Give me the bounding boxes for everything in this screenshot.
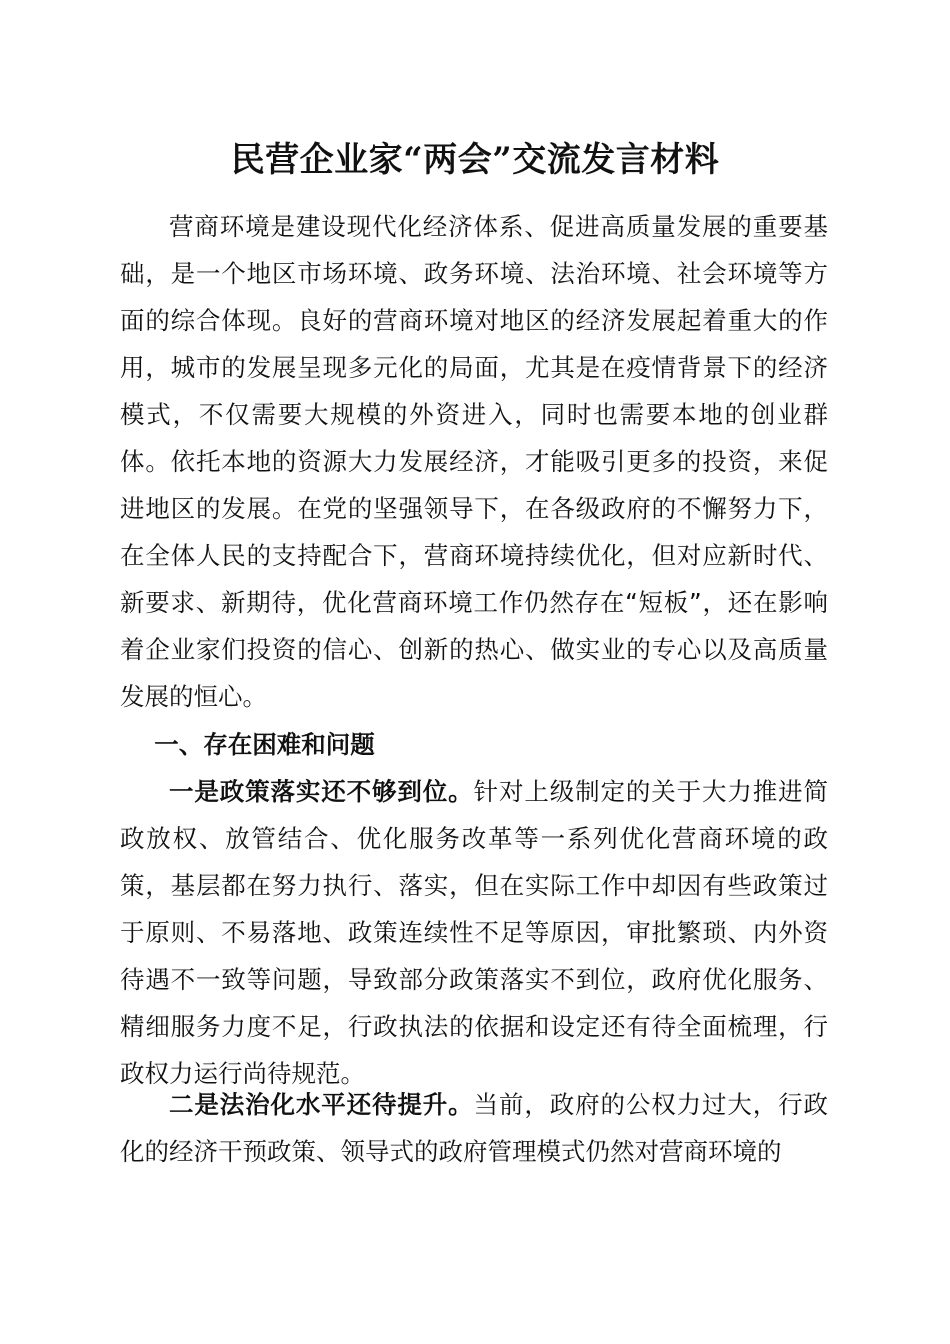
paragraph-policy-body: 针对上级制定的关于大力推进简政放权、放管结合、优化服务改革等一系列优化营商环境的政策，基层都在努力执行、落实，但在实际工作中却因有些政策过于原则、不易落地、政策连续性不足等原因，审批繁琐、内外资待遇不一致等问题，导致部分政策落实不到位，政府优化服务、精细服务力度不足，行政执法的依据和设定还有待全面梳理，行政权力运行尚待规范。 xyxy=(120,777,829,1088)
paragraph-policy xyxy=(120,768,828,1097)
paragraph-rule-of-law-text xyxy=(120,1081,828,1175)
paragraph-policy-lead: 一是政策落实还不够到位。 xyxy=(169,777,474,806)
paragraph-rule-of-law xyxy=(120,1081,828,1175)
paragraph-policy-text xyxy=(120,768,828,1097)
paragraph-rule-of-law-lead: 二是法治化水平还待提升。 xyxy=(169,1090,474,1119)
paragraph-intro-text: 营商环境是建设现代化经济体系、促进高质量发展的重要基础，是一个地区市场环境、政务环境、法治环境、社会环境等方面的综合体现。良好的营商环境对地区的经济发展起着重大的作用，城市的发展呈现多元化的局面，尤其是在疫情背景下的经济模式，不仅需要大规模的外资进入，同时也需要本地的创业群体。依托本地的资源大力发展经济，才能吸引更多的投资，来促进地区的发展。在党的坚强领导下，在各级政府的不懈努力下，在全体人民的支持配合下，营商环境持续优化，但对应新时代、新要求、新期待，优化营商环境工作仍然存在“短板”，还在影响着企业家们投资的信心、创新的热心、做实业的专心以及高质量发展的恒心。 xyxy=(120,212,828,711)
paragraph-intro xyxy=(120,203,828,720)
document-title: 民营企业家“两会”交流发言材料 xyxy=(230,140,720,180)
paragraph-rule-of-law-body: 当前，政府的公权力过大，行政化的经济干预政策、领导式的政府管理模式仍然对营商环境的 xyxy=(120,1090,829,1166)
section-heading-problems: 一、存在困难和问题 xyxy=(154,730,375,759)
